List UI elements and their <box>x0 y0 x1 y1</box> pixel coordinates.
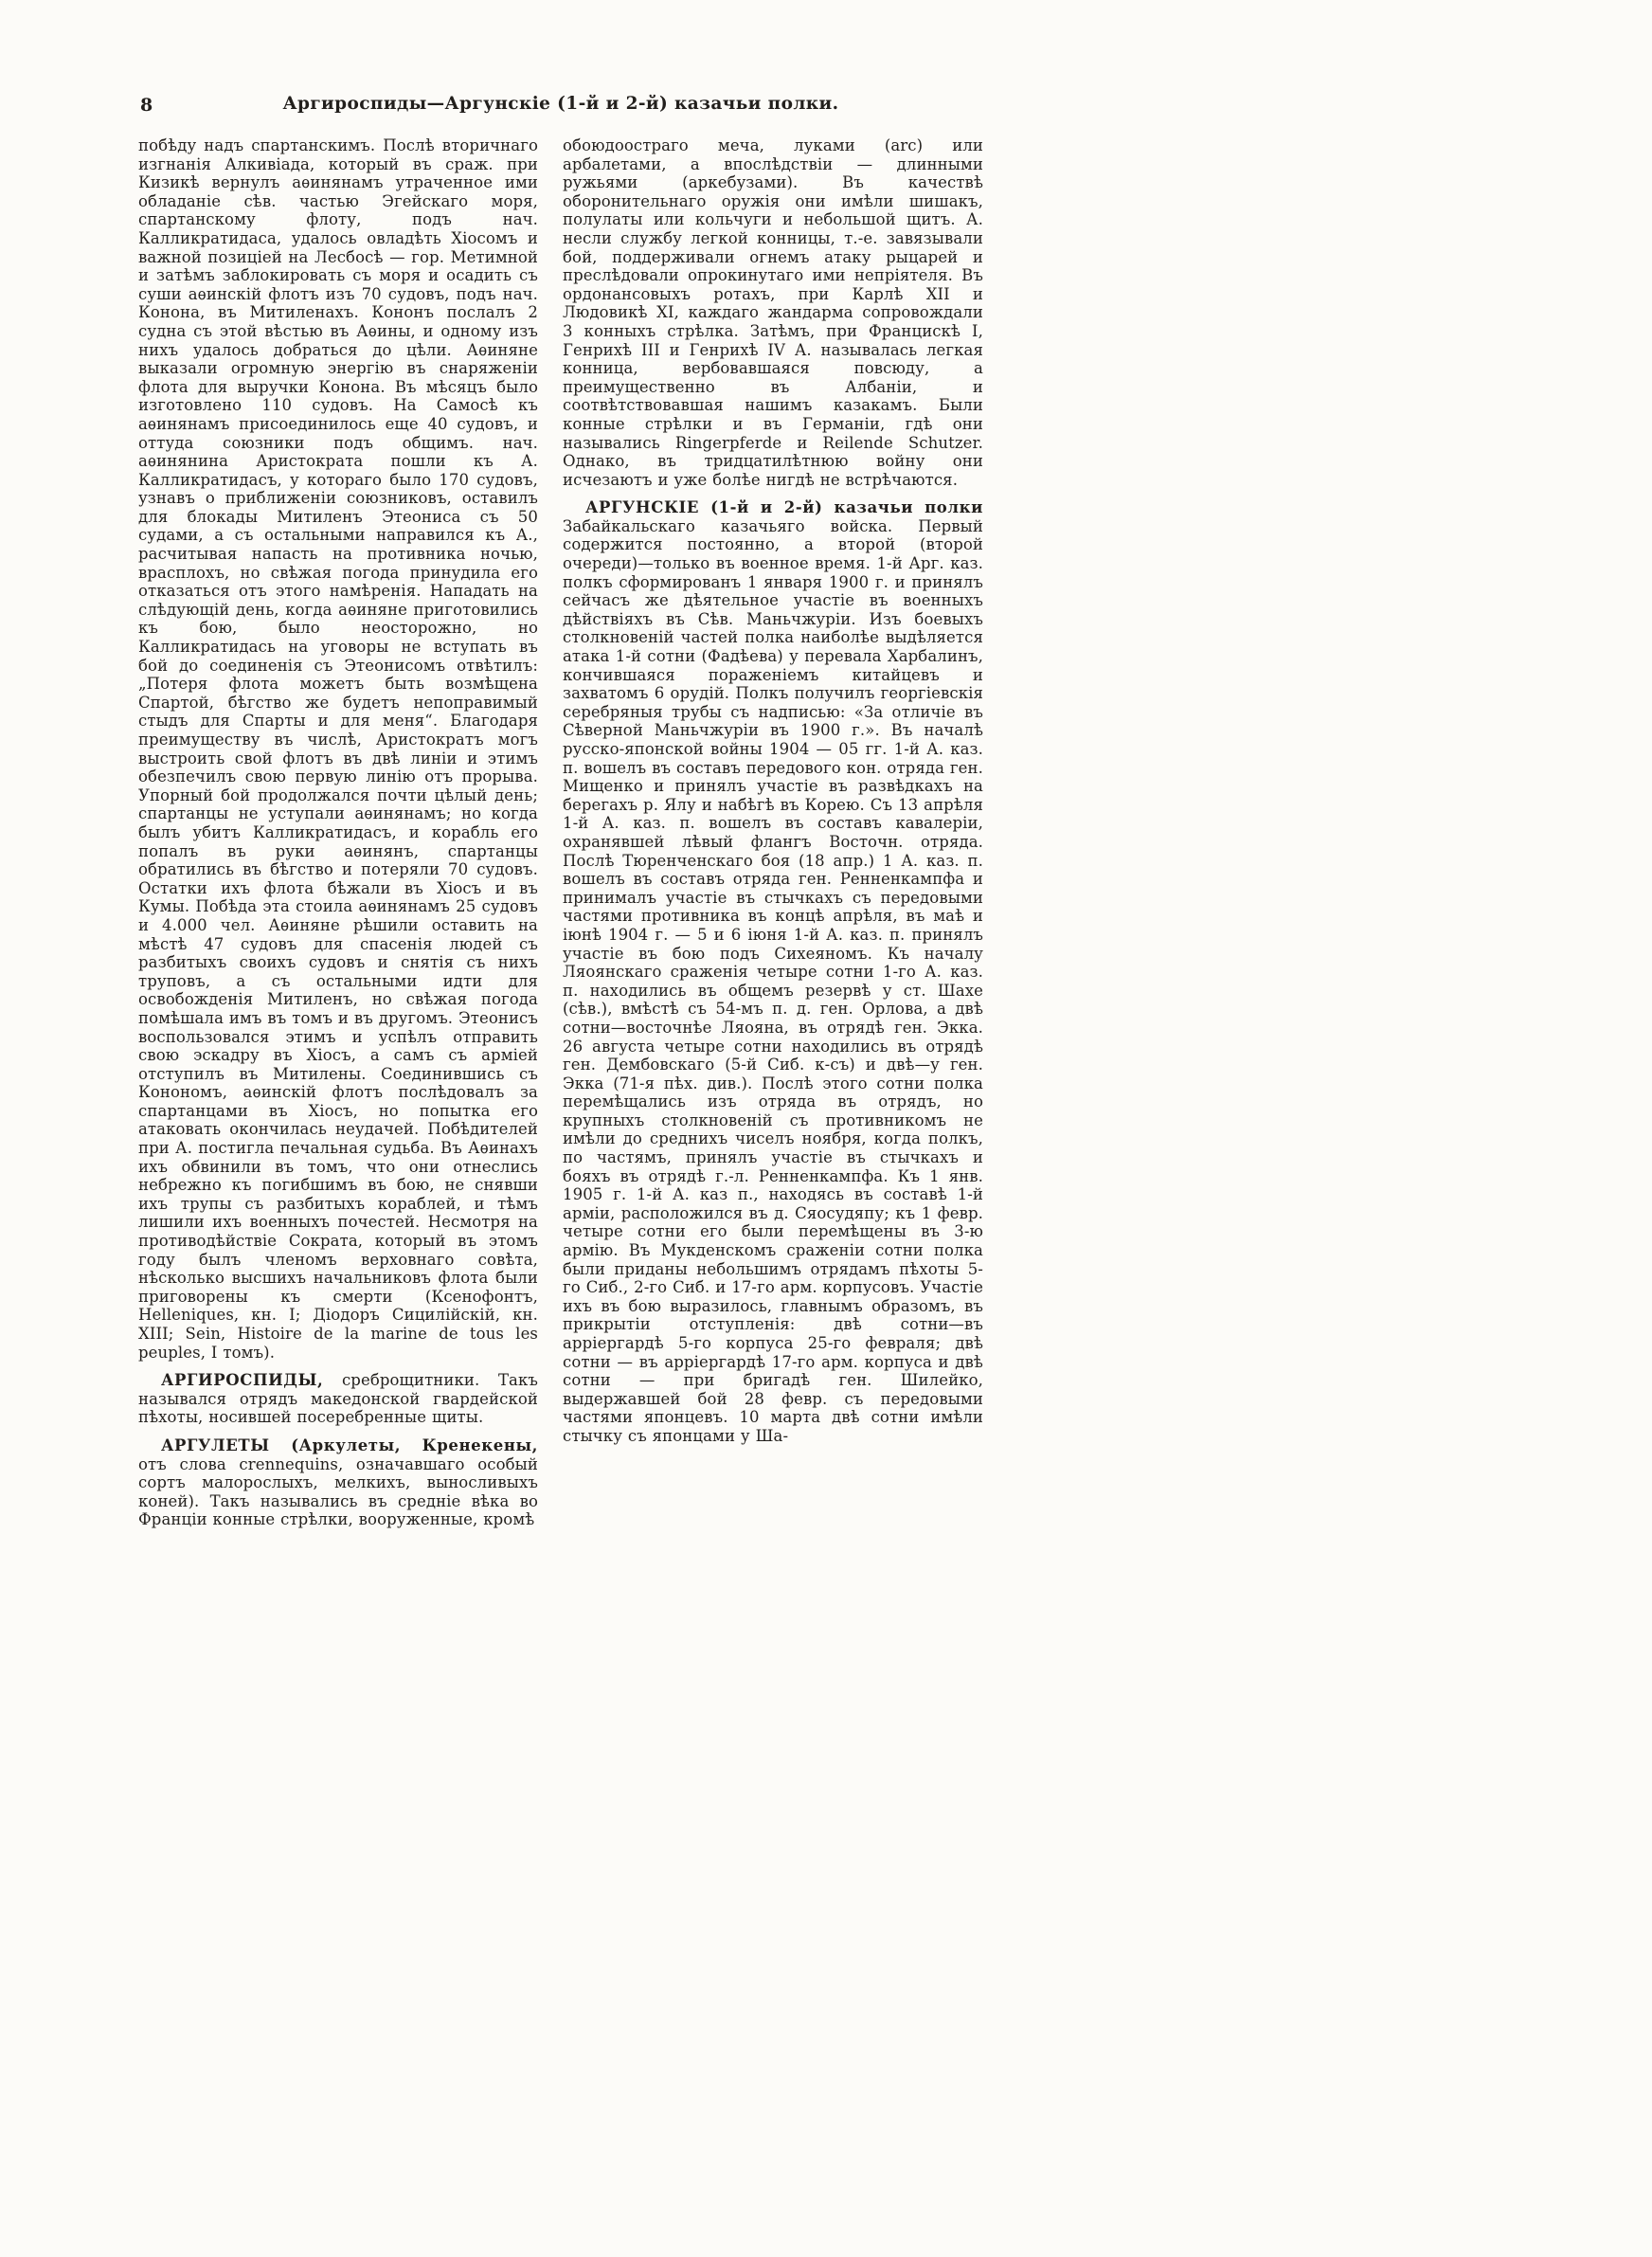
article-argunskie <box>563 498 983 1445</box>
page-header <box>138 93 983 121</box>
right-column <box>563 136 983 1529</box>
left-column <box>138 136 538 1529</box>
article-argunskie-body: Забайкальскаго казачьяго войска. Первый содержится постоянно, а второй (второй очереди)—только въ военное время. 1-й Арг. каз. полкъ сформированъ 1 января 1900 г. и принялъ сейчасъ же дѣятельное участіе въ военныхъ дѣйствіяхъ въ Сѣв. Маньчжуріи. Изъ боевыхъ столкновеній частей полка наиболѣе выдѣляется атака 1-й сотни (Фадѣева) у перевала Харбалинъ, кончившаяся пораженіемъ китайцевъ и захватомъ 6 орудій. Полкъ получилъ георгіевскія серебряныя трубы съ надписью: «За отличіе въ Сѣверной Маньчжуріи въ 1900 г.». Въ началѣ русско-японской войны 1904 — 05 гг. 1-й А. каз. п. вошелъ въ составъ передового кон. отряда ген. Мищенко и принялъ участіе въ развѣдкахъ на берегахъ р. Ялу и набѣгѣ въ Корею. Съ 13 апрѣля 1-й А. каз. п. вошелъ въ составъ кавалеріи, охранявшей лѣвый флангъ Восточн. отряда. Послѣ Тюренченскаго боя (18 апр.) 1 А. каз. п. вошелъ въ составъ отряда ген. Ренненкампфа и принималъ участіе въ стычкахъ съ передовыми частями противника въ концѣ апрѣля, въ маѣ и іюнѣ 1904 г. — 5 и 6 іюня 1-й А. каз. п. принялъ участіе въ бою подъ Сихеяномъ. Къ началу Ляоянскаго сраженія четыре сотни 1-го А. каз. п. находились въ общемъ резервѣ у ст. Шахе (сѣв.), вмѣстѣ съ 54-мъ п. д. ген. Орлова, а двѣ сотни—восточнѣе Ляояна, въ отрядѣ ген. Экка. 26 августа четыре сотни находились въ отрядѣ ген. Дембовскаго (5-й Сиб. к-съ) и двѣ—у ген. Экка (71-я пѣх. див.). Послѣ этого сотни полка перемѣщались изъ отряда въ отрядъ, но крупныхъ столкновеній съ противникомъ не имѣли до среднихъ чиселъ ноября, когда полкъ, по частямъ, принялъ участіе въ стычкахъ и бояхъ въ отрядѣ г.-л. Ренненкампфа. Къ 1 янв. 1905 г. 1-й А. каз п., находясь въ составѣ 1-й арміи, расположился въ д. Сяосудяпу; къ 1 февр. четыре сотни его были перемѣщены въ 3-ю армію. Въ Мукденскомъ сраженіи сотни полка были приданы небольшимъ отрядамъ пѣхоты 5-го Сиб., 2-го Сиб. и 17-го арм. корпусовъ. Участіе ихъ въ бою выразилось, главнымъ образомъ, въ прикрытіи отступленія: двѣ сотни—въ арріергардѣ 5-го корпуса 25-го февраля; двѣ сотни — въ арріергардѣ 17-го арм. корпуса и двѣ сотни — при бригадѣ ген. Шилейко, выдержавшей бой 28 февр. съ передовыми частями японцевъ. 10 марта двѣ сотни имѣли стычку съ японцами у Ша- <box>563 516 983 1445</box>
running-head-title: Аргироспиды—Аргунскіе (1-й и 2-й) казачьи полки. <box>282 94 839 114</box>
article-argulety <box>138 1436 538 1529</box>
left-continuation-paragraph <box>138 136 538 1362</box>
right-continuation-text: обоюдоостраго меча, луками (arc) или арбалетами, а впослѣдствіи — длинными ружьями (аркебузами). Въ качествѣ оборонительнаго оружія они имѣли шишакъ, полулаты или кольчуги и небольшой щитъ. А. несли службу легкой конницы, т.-е. завязывали бой, поддерживали огнемъ атаку рыцарей и преслѣдовали опрокинутаго ими непріятеля. Въ ордонансовыхъ ротахъ, при Карлѣ XII и Людовикѣ XI, каждаго жандарма сопровождали 3 конныхъ стрѣлка. Затѣмъ, при Францискѣ I, Генрихѣ III и Генрихѣ IV А. называлась легкая конница, вербовавшаяся повсюду, а преимущественно въ Албаніи, и соотвѣтствовавшая нашимъ казакамъ. Были конные стрѣлки и въ Германіи, гдѣ они назывались Ringerpferde и Reilende Schutzer. Однако, въ тридцатилѣтнюю войну они исчезаютъ и уже болѣе нигдѣ не встрѣчаются. <box>563 136 983 489</box>
article-argirospidy-body: среброщитники. Такъ назывался отрядъ македонской гвардейской пѣхоты, носившей посеребренные щиты. <box>138 1371 538 1427</box>
text-columns <box>138 136 983 1529</box>
article-argirospidy <box>138 1371 538 1427</box>
right-continuation-paragraph <box>563 136 983 489</box>
article-argulety-heading: АРГУЛЕТЫ (Аркулеты, Кренекены, <box>161 1435 538 1454</box>
page-number: 8 <box>140 95 153 116</box>
left-continuation-text: побѣду надъ спартанскимъ. Послѣ вторичнаго изгнанія Алкивіада, который въ сраж. при Кизикѣ вернулъ аѳинянамъ утраченное ими обладаніе сѣв. частью Эгейскаго моря, спартанскому флоту, подъ нач. Калликратидаса, удалось овладѣть Хіосомъ и важной позиціей на Лесбосѣ — гор. Метимной и затѣмъ заблокировать съ моря и осадить съ суши аѳинскій флотъ изъ 70 судовъ, подъ нач. Конона, въ Митиленахъ. Кононъ послалъ 2 судна съ этой вѣстью въ Аѳины, и одному изъ нихъ удалось добраться до цѣли. Аѳиняне выказали огромную энергію въ снаряженіи флота для выручки Конона. Въ мѣсяцъ было изготовлено 110 судовъ. На Самосѣ къ аѳинянамъ присоединилось еще 40 судовъ, и оттуда союзники подъ общимъ. нач. аѳинянина Аристократа пошли къ А. Калликратидасъ, у котораго было 170 судовъ, узнавъ о приближеніи союзниковъ, оставилъ для блокады Митиленъ Этеониса съ 50 судами, а съ остальными направился къ А., расчитывая напасть на противника ночью, врасплохъ, но свѣжая погода принудила его отказаться отъ этого намѣренія. Нападать на слѣдующій день, когда аѳиняне приготовились къ бою, было неосторожно, но Калликратидась на уговоры не вступать въ бой до соединенія съ Этеонисомъ отвѣтилъ: „Потеря флота можетъ быть возмѣщена Спартой, бѣгство же будетъ непоправимый стыдъ для Спарты и для меня“. Благодаря преимуществу въ числѣ, Аристократъ могъ выстроить свой флотъ въ двѣ линіи и этимъ обезпечилъ свою первую линію отъ прорыва. Упорный бой продолжался почти цѣлый день; спартанцы не уступали аѳинянамъ; но когда былъ убитъ Калликратидасъ, и корабль его попалъ въ руки аѳинянъ, спартанцы обратились въ бѣгство и потеряли 70 судовъ. Остатки ихъ флота бѣжали въ Хіосъ и въ Кумы. Побѣда эта стоила аѳинянамъ 25 судовъ и 4.000 чел. Аѳиняне рѣшили оставить на мѣстѣ 47 судовъ для спасенія людей съ разбитыхъ своихъ судовъ и снятія съ нихъ труповъ, а съ остальными идти для освобожденія Митиленъ, но свѣжая погода помѣшала имъ въ томъ и въ другомъ. Этеонисъ воспользовался этимъ и успѣлъ отправить свою эскадру въ Хіосъ, а самъ съ арміей отступилъ въ Митилены. Соединившись съ Конономъ, аѳинскій флотъ послѣдовалъ за спартанцами въ Хіосъ, но попытка его атаковать окончилась неудачей. Побѣдителей при А. постигла печальная судьба. Въ Аѳинахъ ихъ обвинили въ томъ, что они отнеслись небрежно къ погибшимъ въ бою, не снявши ихъ трупы съ разбитыхъ кораблей, и тѣмъ лишили ихъ военныхъ почестей. Несмотря на противодѣйствіе Сократа, который въ этомъ году былъ членомъ верховнаго совѣта, нѣсколько высшихъ начальниковъ флота были приговорены къ смерти (Ксенофонтъ, Helleniques, кн. I; Діодоръ Сицилійскій, кн. XIII; Sein, Histoire de la marine de tous les peuples, I томъ). <box>138 136 538 1362</box>
article-argunskie-heading: АРГУНСКІЕ (1-й и 2-й) казачьи полки <box>585 498 983 517</box>
article-argulety-body: отъ слова crennequins, означавшаго особый сортъ малорослыхъ, мелкихъ, выносливыхъ коней). Такъ назывались въ средніе вѣка во Франціи конные стрѣлки, вооруженные, кромѣ <box>138 1454 538 1529</box>
page-content <box>138 93 983 1529</box>
article-argirospidy-heading: АРГИРОСПИДЫ, <box>161 1371 324 1390</box>
